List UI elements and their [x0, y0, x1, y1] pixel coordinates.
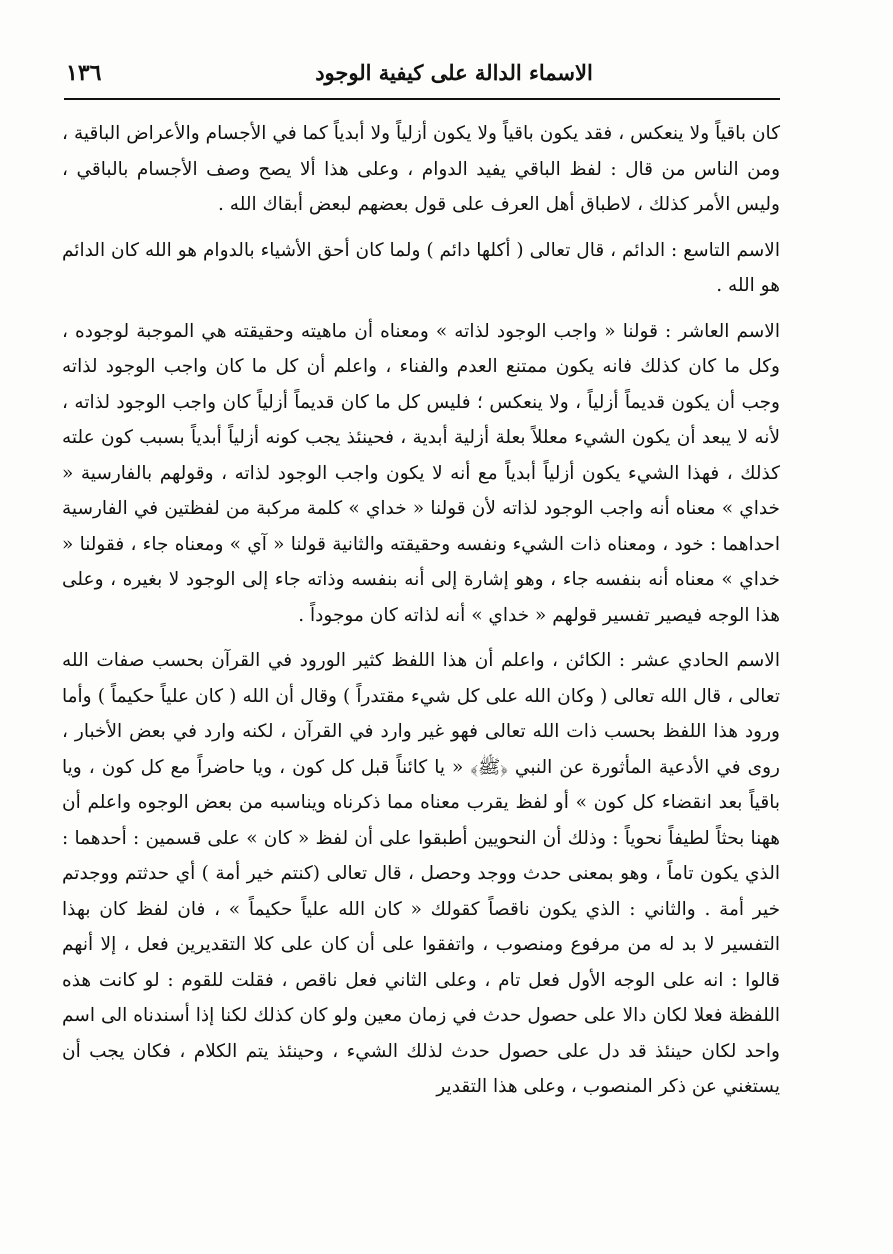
paragraph: الاسم التاسع : الدائم ، قال تعالى ( أكلها دائم ) ولما كان أحق الأشياء بالدوام هو الله كان الدائم هو الله . — [62, 239, 780, 296]
paragraph: الاسم الحادي عشر : الكائن ، واعلم أن هذا اللفظ كثير الورود في القرآن بحسب صفات الله تعالى ، قال الله تعالى ( وكان الله على كل شيء مقتدراً ) وقال أن الله ( كان علياً حكيماً ) وأما ورود هذا اللفظ بحسب ذات الله تعالى فهو غير وارد في القرآن ، لكنه وارد في بعض الأخبار ، روى في الأدعية المأثورة عن النبي ﴿ﷺ﴾ « يا كائناً قبل كل كون ، ويا حاضراً مع كل كون ، ويا باقياً بعد انقضاء كل كون » أو لفظ يقرب معناه مما ذكرناه ويناسبه من بعض الوجوه واعلم أن ههنا بحثاً لطيفاً نحوياً : وذلك أن النحويين أطبقوا على أن لفظ « كان » على قسمين : أحدهما : الذي يكون تاماً ، وهو بمعنى حدث ووجد وحصل ، قال تعالى (كنتم خير أمة ) أي حدثتم ووجدتم خير أمة . والثاني : الذي يكون ناقصاً كقولك « كان الله علياً حكيماً » ، فان لفظ كان بهذا التفسير لا بد له من مرفوع ومنصوب ، واتفقوا على أن كان على كلا التقديرين فعل ، إلا أنهم قالوا : انه على الوجه الأول فعل تام ، وعلى الثاني فعل ناقص ، فقلت للقوم : لو كانت هذه اللفظة فعلا لكان دالا على حصول حدث في زمان معين ولو كان كذلك لكنا إذا أسندناه الى اسم واحد لكان حينئذ قد دل على حصول حدث لذلك الشيء ، وحينئذ يتم الكلام ، فكان يجب أن يستغني عن ذكر المنصوب ، وعلى هذا التقدير — [62, 650, 780, 1097]
body-text — [62, 116, 780, 1117]
paragraph: كان باقياً ولا ينعكس ، فقد يكون باقياً ولا يكون أزلياً ولا أبدياً كما في الأجسام والأعراض الباقية ، ومن الناس من قال : لفظ الباقي يفيد الدوام ، وعلى هذا ألا يصح وصف الأجسام بالباقي ، وليس الأمر كذلك ، لاطباق أهل العرف على قول بعضهم لبعض أبقاك الله . — [62, 123, 780, 215]
paragraph: الاسم العاشر : قولنا « واجب الوجود لذاته » ومعناه أن ماهيته وحقيقته هي الموجبة لوجوده ، وكل ما كان كذلك فانه يكون ممتنع العدم والفناء ، واعلم أن كل ما كان واجب الوجود لذاته وجب أن يكون قديماً أزلياً ، ولا ينعكس ؛ فليس كل ما كان قديماً أزلياً كان واجب الوجود لذاته ، لأنه لا يبعد أن يكون الشيء معللاً بعلة أزلية أبدية ، فحينئذ يجب كونه أزلياً أبدياً بسبب كون علته كذلك ، فهذا الشيء يكون أزلياً أبدياً مع أنه لا يكون واجب الوجود لذاته ، وقولهم بالفارسية « خداي » معناه أنه واجب الوجود لذاته لأن قولنا « خداي » كلمة مركبة من لفظتين في الفارسية احداهما : خود ، ومعناه ذات الشيء ونفسه وحقيقته والثانية قولنا « آي » ومعناه جاء ، فقولنا « خداي » معناه أنه بنفسه جاء ، وهو إشارة إلى أنه بنفسه وذاته جاء إلى الوجود لا بغيره ، وعلى هذا الوجه فيصير تفسير قولهم « خداي » أنه لذاته كان موجوداً . — [62, 320, 780, 626]
running-header — [64, 54, 780, 98]
page-number: ١٣٦ — [66, 60, 102, 86]
running-header-title: الاسماء الدالة على كيفية الوجود — [315, 60, 593, 85]
header-rule — [64, 98, 780, 100]
